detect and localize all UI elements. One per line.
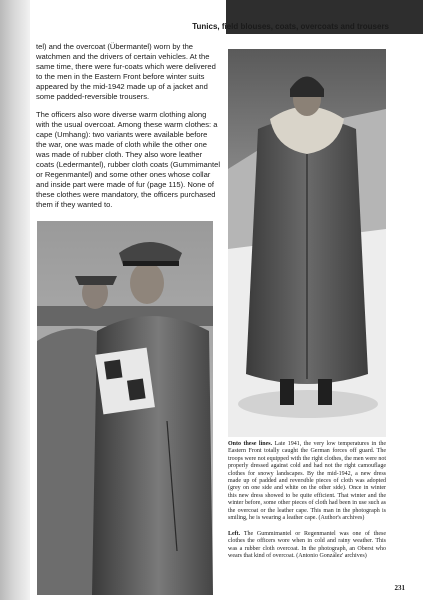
caption-text: Late 1941, the very low temperatures in the Eastern Front totally caught the German forces off guard. The troops were not equipped with the right clothes, the men were not properly dressed against cold and had not the right camouflage clothes for snowy landscapes. By the mid-1942, a new dress made up of padded and reversible pieces of cloth was adopted (grey on one side and white on the other side). Once in winter this new dress showed to be quite efficient. That winter and the winter before, some other pieces of cloth had been in use such as the overcoat or the leather cape. This man in the photograph is smiling, he is wearing a leather cape. (Author's archives) [228,441,386,522]
photo-officers-rubber-coats [37,221,213,595]
running-header: Tunics, field blouses, coats, overcoats and trousers [192,22,389,31]
caption-text: The Gummimantel or Regenmantel was one of these clothes the officers wore when in cold and rainy weather. This was a rubber cloth overcoat. In the photograph, an Oberst who wears that kind of overcoat. (Antonio González' archives) [228,531,386,560]
page-gutter-shadow [0,0,30,600]
paragraph: The officers also wore diverse warm clothing along with the usual overcoat. Among these warm clothes: a cape (Umhang): two variants were available before the war, one was made of cloth while the other one was made of rubber cloth. They also wore leather coats (Ledermantel), rubber cloth coats (Gummimantel or Regenmantel) and some other ones whose collar and inside part were made of fur (page 115). None of these clothes were mandatory, the officers purchased them if they wanted to. [36,109,221,210]
body-text [36,42,220,218]
photo-caption-right [228,441,386,522]
caption-lead: Left. [228,531,241,537]
caption-lead: Onto these lines. [228,441,273,447]
photo-soldier-fur-coat [228,49,386,437]
paragraph: tel) and the overcoat (Übermantel) worn by the watchmen and the drivers of certain vehicles. At the same time, there were fur-coats which were delivered to the men in the Eastern Front before winter suits appeared by the mid-1942 made up of a jacket and some padded-reversible trousers. [36,42,216,102]
page-number: 231 [394,584,405,592]
photo-caption-left [228,531,386,561]
